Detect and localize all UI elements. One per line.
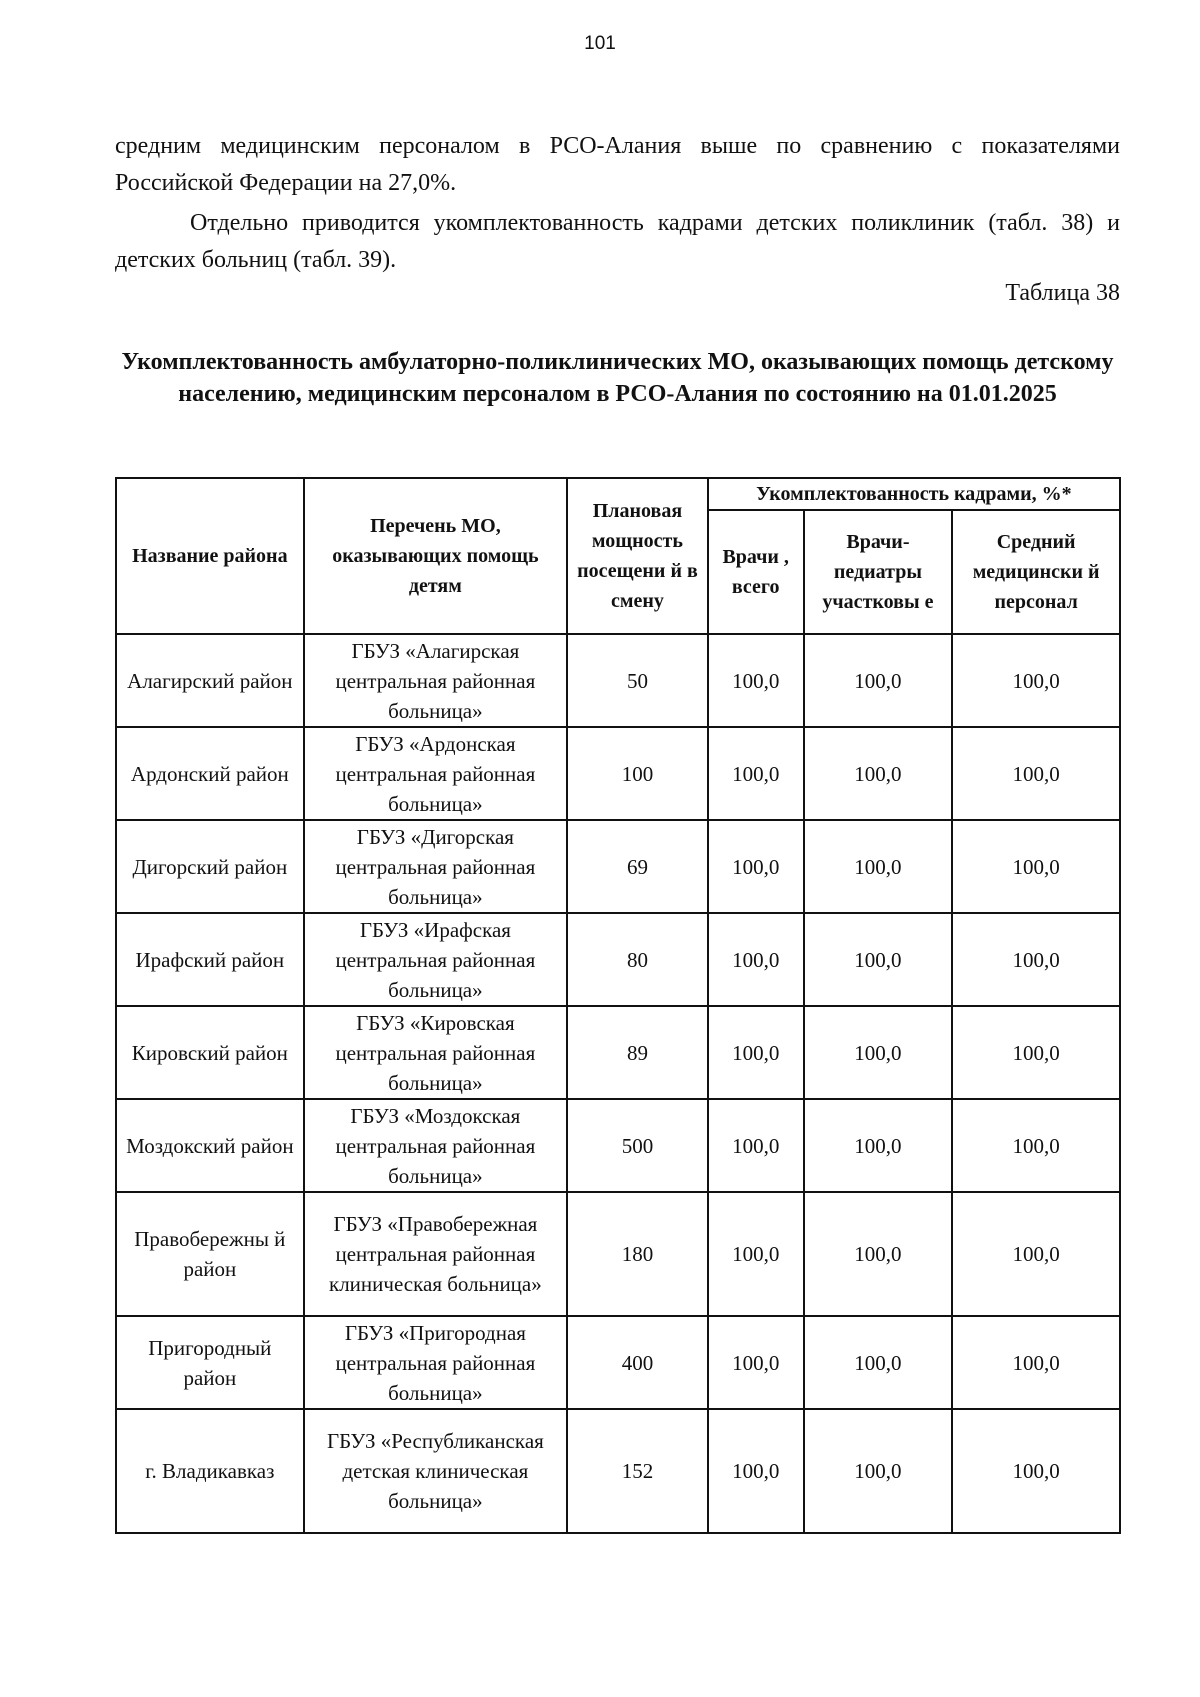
cell-district: Правобережны й район bbox=[116, 1192, 304, 1316]
cell-doctors-total: 100,0 bbox=[708, 1099, 804, 1192]
cell-mo: ГБУЗ «Дигорская центральная районная больница» bbox=[304, 820, 567, 913]
cell-district: Ардонский район bbox=[116, 727, 304, 820]
table-row bbox=[116, 820, 1120, 913]
table-row bbox=[116, 1099, 1120, 1192]
header-pediatricians: Врачи- педиатры участковы е bbox=[804, 510, 953, 634]
cell-doctors-total: 100,0 bbox=[708, 1409, 804, 1533]
cell-capacity: 89 bbox=[567, 1006, 708, 1099]
header-staffing-group: Укомплектованность кадрами, %* bbox=[708, 478, 1120, 510]
cell-district: Кировский район bbox=[116, 1006, 304, 1099]
cell-nurses: 100,0 bbox=[952, 1099, 1120, 1192]
cell-pediatricians: 100,0 bbox=[804, 634, 953, 727]
cell-capacity: 69 bbox=[567, 820, 708, 913]
table-body bbox=[116, 634, 1120, 1533]
cell-district: г. Владикавказ bbox=[116, 1409, 304, 1533]
cell-doctors-total: 100,0 bbox=[708, 1316, 804, 1409]
cell-doctors-total: 100,0 bbox=[708, 634, 804, 727]
cell-nurses: 100,0 bbox=[952, 913, 1120, 1006]
table-row bbox=[116, 1409, 1120, 1533]
cell-capacity: 400 bbox=[567, 1316, 708, 1409]
cell-mo: ГБУЗ «Правобережная центральная районная клиническая больница» bbox=[304, 1192, 567, 1316]
cell-pediatricians: 100,0 bbox=[804, 1099, 953, 1192]
paragraph-1: средним медицинским персоналом в РСО-Алания выше по сравнению с показателями Российской Федерации на 27,0%. bbox=[115, 133, 1120, 196]
cell-capacity: 80 bbox=[567, 913, 708, 1006]
cell-nurses: 100,0 bbox=[952, 1316, 1120, 1409]
cell-nurses: 100,0 bbox=[952, 1192, 1120, 1316]
table-row bbox=[116, 634, 1120, 727]
cell-pediatricians: 100,0 bbox=[804, 820, 953, 913]
cell-mo: ГБУЗ «Ирафская центральная районная больница» bbox=[304, 913, 567, 1006]
cell-nurses: 100,0 bbox=[952, 727, 1120, 820]
cell-mo: ГБУЗ «Ардонская центральная районная больница» bbox=[304, 727, 567, 820]
cell-mo: ГБУЗ «Моздокская центральная районная больница» bbox=[304, 1099, 567, 1192]
table-title: Укомплектованность амбулаторно-поликлинических МО, оказывающих помощь детскому населению, медицинским персоналом в РСО-Алания по состоянию на 01.01.2025 bbox=[121, 349, 1114, 407]
cell-nurses: 100,0 bbox=[952, 820, 1120, 913]
cell-mo: ГБУЗ «Кировская центральная районная больница» bbox=[304, 1006, 567, 1099]
cell-capacity: 180 bbox=[567, 1192, 708, 1316]
cell-pediatricians: 100,0 bbox=[804, 1006, 953, 1099]
cell-district: Алагирский район bbox=[116, 634, 304, 727]
cell-mo: ГБУЗ «Пригородная центральная районная больница» bbox=[304, 1316, 567, 1409]
table-row bbox=[116, 1192, 1120, 1316]
cell-pediatricians: 100,0 bbox=[804, 727, 953, 820]
cell-mo: ГБУЗ «Алагирская центральная районная больница» bbox=[304, 634, 567, 727]
cell-district: Пригородный район bbox=[116, 1316, 304, 1409]
cell-doctors-total: 100,0 bbox=[708, 820, 804, 913]
header-mo-list: Перечень МО, оказывающих помощь детям bbox=[304, 478, 567, 634]
cell-doctors-total: 100,0 bbox=[708, 1006, 804, 1099]
cell-district: Моздокский район bbox=[116, 1099, 304, 1192]
cell-capacity: 500 bbox=[567, 1099, 708, 1192]
paragraph-2: Отдельно приводится укомплектованность кадрами детских поликлиник (табл. 38) и детских больниц (табл. 39). bbox=[115, 210, 1120, 273]
cell-nurses: 100,0 bbox=[952, 1006, 1120, 1099]
cell-pediatricians: 100,0 bbox=[804, 1192, 953, 1316]
cell-doctors-total: 100,0 bbox=[708, 727, 804, 820]
cell-capacity: 50 bbox=[567, 634, 708, 727]
page-number: 101 bbox=[584, 33, 616, 54]
cell-pediatricians: 100,0 bbox=[804, 1409, 953, 1533]
cell-district: Дигорский район bbox=[116, 820, 304, 913]
cell-doctors-total: 100,0 bbox=[708, 913, 804, 1006]
cell-nurses: 100,0 bbox=[952, 1409, 1120, 1533]
cell-capacity: 152 bbox=[567, 1409, 708, 1533]
cell-capacity: 100 bbox=[567, 727, 708, 820]
table-row bbox=[116, 1006, 1120, 1099]
table-label: Таблица 38 bbox=[1005, 280, 1120, 306]
header-nurses: Средний медицински й персонал bbox=[952, 510, 1120, 634]
cell-mo: ГБУЗ «Республиканская детская клиническая больница» bbox=[304, 1409, 567, 1533]
header-doctors-total: Врачи , всего bbox=[708, 510, 804, 634]
header-district: Название района bbox=[116, 478, 304, 634]
table-row bbox=[116, 727, 1120, 820]
staffing-table bbox=[115, 477, 1121, 1534]
cell-pediatricians: 100,0 bbox=[804, 1316, 953, 1409]
cell-pediatricians: 100,0 bbox=[804, 913, 953, 1006]
table-row bbox=[116, 913, 1120, 1006]
cell-nurses: 100,0 bbox=[952, 634, 1120, 727]
table-row bbox=[116, 1316, 1120, 1409]
header-capacity: Плановая мощность посещени й в смену bbox=[567, 478, 708, 634]
cell-district: Ирафский район bbox=[116, 913, 304, 1006]
cell-doctors-total: 100,0 bbox=[708, 1192, 804, 1316]
